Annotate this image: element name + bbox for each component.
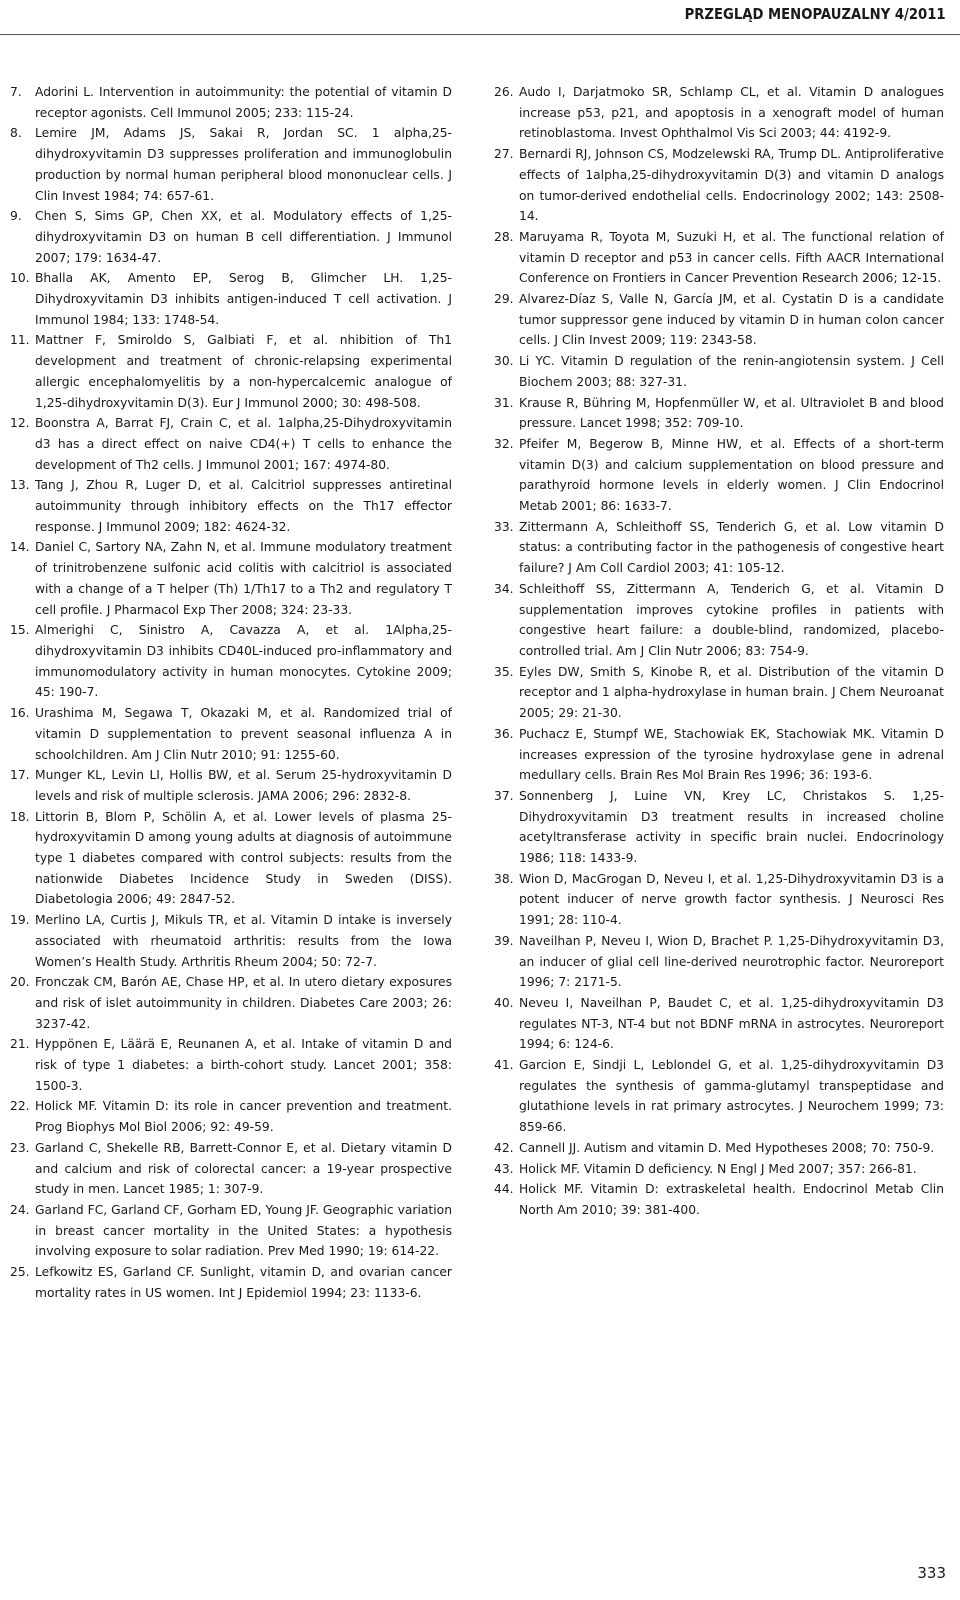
- reference-item: [494, 434, 944, 517]
- journal-title: PRZEGLĄD MENOPAUZALNY 4/2011: [684, 5, 946, 23]
- reference-item: [10, 1138, 452, 1200]
- reference-item: [10, 475, 452, 537]
- reference-number: 27.: [494, 147, 514, 162]
- header-rule: [0, 34, 960, 35]
- reference-text: Garcion E, Sindji L, Leblondel G, et al. 1,25-dihydroxyvitamin D3 regulates the synthesis of gamma-glutamyl transpeptidase and glutathione levels in rat primary astrocytes. J Neurochem 1999; 73: 859-66.: [519, 1058, 944, 1135]
- reference-text: Eyles DW, Smith S, Kinobe R, et al. Distribution of the vitamin D receptor and 1 alpha-hydroxylase in human brain. J Chem Neuroanat 2005; 29: 21-30.: [519, 664, 944, 721]
- reference-text: Garland C, Shekelle RB, Barrett-Connor E, et al. Dietary vitamin D and calcium and risk of colorectal cancer: a 19-year prospective study in men. Lancet 1985; 1: 307-9.: [35, 1140, 452, 1197]
- reference-number: 24.: [10, 1202, 30, 1217]
- reference-number: 33.: [494, 519, 514, 534]
- reference-item: [494, 724, 944, 786]
- reference-item: [10, 703, 452, 765]
- reference-item: [494, 1159, 944, 1180]
- reference-text: Munger KL, Levin LI, Hollis BW, et al. Serum 25-hydroxyvitamin D levels and risk of multiple sclerosis. JAMA 2006; 296: 2832-8.: [35, 768, 452, 803]
- references-column-left: [10, 82, 452, 1303]
- page-header: [0, 0, 960, 40]
- reference-item: [10, 1262, 452, 1303]
- reference-number: 35.: [494, 664, 514, 679]
- reference-text: Holick MF. Vitamin D: extraskeletal health. Endocrinol Metab Clin North Am 2010; 39: 381-400.: [519, 1182, 944, 1217]
- reference-number: 17.: [10, 768, 30, 783]
- reference-number: 11.: [10, 333, 30, 348]
- reference-number: 15.: [10, 623, 30, 638]
- reference-text: Bhalla AK, Amento EP, Serog B, Glimcher LH. 1,25-Dihydroxyvitamin D3 inhibits antigen-induced T cell activation. J Immunol 1984; 133: 1748-54.: [35, 271, 452, 327]
- reference-number: 22.: [10, 1099, 30, 1114]
- reference-list-left: [10, 82, 452, 1303]
- reference-number: 30.: [494, 354, 514, 369]
- reference-text: Chen S, Sims GP, Chen XX, et al. Modulatory effects of 1,25-dihydroxyvitamin D3 on human B cell differentiation. J Immunol 2007; 179: 1634-47.: [35, 209, 452, 265]
- page-number: 333: [917, 1564, 946, 1582]
- reference-number: 32.: [494, 436, 514, 451]
- reference-item: [494, 662, 944, 724]
- reference-text: Krause R, Bühring M, Hopfenmüller W, et al. Ultraviolet B and blood pressure. Lancet 1998; 352: 709-10.: [519, 395, 944, 431]
- reference-text: Cannell JJ. Autism and vitamin D. Med Hypotheses 2008; 70: 750-9.: [519, 1140, 935, 1155]
- reference-list-right: [494, 82, 944, 1221]
- reference-number: 28.: [494, 229, 514, 244]
- reference-number: 16.: [10, 706, 30, 721]
- reference-text: Puchacz E, Stumpf WE, Stachowiak EK, Stachowiak MK. Vitamin D increases expression of the tyrosine hydroxylase gene in adrenal medullary cells. Brain Res Mol Brain Res 1996; 36: 193-6.: [519, 726, 944, 783]
- reference-item: [10, 620, 452, 703]
- reference-number: 44.: [494, 1182, 514, 1197]
- reference-text: Schleithoff SS, Zittermann A, Tenderich G, et al. Vitamin D supplementation improves cytokine profiles in patients with congestive heart failure: a double-blind, randomized, placebo-controlled trial. Am J Clin Nutr 2006; 83: 754-9.: [519, 581, 944, 658]
- reference-text: Naveilhan P, Neveu I, Wion D, Brachet P. 1,25-Dihydroxyvitamin D3, an inducer of glial cell line-derived neurotrophic factor. Neuroreport 1996; 7: 2171-5.: [519, 933, 944, 990]
- reference-number: 18.: [10, 809, 30, 824]
- reference-text: Audo I, Darjatmoko SR, Schlamp CL, et al. Vitamin D analogues increase p53, p21, and apoptosis in a xenograft model of human retinoblastoma. Invest Ophthalmol Vis Sci 2003; 44: 4192-9.: [519, 85, 944, 141]
- reference-item: [10, 972, 452, 1034]
- reference-number: 19.: [10, 913, 30, 928]
- reference-item: [494, 786, 944, 869]
- reference-item: [10, 206, 452, 268]
- reference-text: Daniel C, Sartory NA, Zahn N, et al. Immune modulatory treatment of trinitrobenzene sulfonic acid colitis with calcitriol is associated with a change of a T helper (Th) 1/Th17 to a Th2 and regulatory T cell profile. J Pharmacol Exp Ther 2008; 324: 23-33.: [35, 540, 452, 617]
- reference-item: [494, 393, 944, 434]
- reference-item: [10, 1034, 452, 1096]
- reference-item: [494, 1179, 944, 1220]
- reference-text: Lefkowitz ES, Garland CF. Sunlight, vitamin D, and ovarian cancer mortality rates in US women. Int J Epidemiol 1994; 23: 1133-6.: [35, 1265, 452, 1300]
- reference-item: [494, 82, 944, 144]
- reference-item: [10, 537, 452, 620]
- reference-item: [494, 289, 944, 351]
- reference-text: Hyppönen E, Läärä E, Reunanen A, et al. Intake of vitamin D and risk of type 1 diabetes: a birth-cohort study. Lancet 2001; 358: 1500-3.: [35, 1037, 452, 1093]
- reference-number: 20.: [10, 975, 30, 990]
- reference-text: Holick MF. Vitamin D deficiency. N Engl J Med 2007; 357: 266-81.: [519, 1161, 917, 1176]
- reference-text: Wion D, MacGrogan D, Neveu I, et al. 1,25-Dihydroxyvitamin D3 is a potent inducer of nerve growth factor synthesis. J Neurosci Res 1991; 28: 110-4.: [519, 871, 944, 928]
- reference-number: 12.: [10, 416, 30, 431]
- references-column-right: [494, 82, 944, 1221]
- reference-item: [494, 351, 944, 392]
- reference-item: [494, 579, 944, 662]
- reference-number: 14.: [10, 540, 30, 555]
- reference-text: Merlino LA, Curtis J, Mikuls TR, et al. Vitamin D intake is inversely associated with rheumatoid arthritis: results from the Iowa Women’s Health Study. Arthritis Rheum 2004; 50: 72-7.: [35, 913, 452, 969]
- reference-item: [10, 268, 452, 330]
- reference-item: [494, 931, 944, 993]
- reference-item: [10, 330, 452, 413]
- reference-number: 36.: [494, 726, 514, 741]
- reference-number: 8.: [10, 126, 22, 141]
- reference-number: 13.: [10, 478, 30, 493]
- reference-item: [10, 1200, 452, 1262]
- reference-text: Bernardi RJ, Johnson CS, Modzelewski RA, Trump DL. Antiproliferative effects of 1alpha,25-dihydroxyvitamin D(3) and vitamin D analogs on tumor-derived endothelial cells. Endocrinology 2002; 143: 2508-14.: [519, 147, 944, 224]
- reference-number: 37.: [494, 788, 514, 803]
- reference-text: Boonstra A, Barrat FJ, Crain C, et al. 1alpha,25-Dihydroxyvitamin d3 has a direct effect on naive CD4(+) T cells to enhance the development of Th2 cells. J Immunol 2001; 167: 4974-80.: [35, 416, 452, 472]
- reference-text: Tang J, Zhou R, Luger D, et al. Calcitriol suppresses antiretinal autoimmunity through inhibitory effects on the Th17 effector response. J Immunol 2009; 182: 4624-32.: [35, 478, 452, 534]
- reference-item: [10, 910, 452, 972]
- reference-number: 38.: [494, 871, 514, 886]
- reference-item: [494, 517, 944, 579]
- reference-text: Urashima M, Segawa T, Okazaki M, et al. Randomized trial of vitamin D supplementation to prevent seasonal influenza A in schoolchildren. Am J Clin Nutr 2010; 91: 1255-60.: [35, 706, 452, 762]
- reference-text: Sonnenberg J, Luine VN, Krey LC, Christakos S. 1,25-Dihydroxyvitamin D3 treatment results in increased choline acetyltransferase activity in specific brain nuclei. Endocrinology 1986; 118: 1433-9.: [519, 788, 944, 866]
- reference-number: 23.: [10, 1140, 30, 1155]
- reference-number: 31.: [494, 395, 514, 410]
- reference-number: 41.: [494, 1058, 514, 1073]
- reference-item: [494, 1138, 944, 1159]
- reference-number: 9.: [10, 209, 22, 224]
- reference-text: Fronczak CM, Barón AE, Chase HP, et al. In utero dietary exposures and risk of islet autoimmunity in children. Diabetes Care 2003; 26: 3237-42.: [35, 975, 452, 1031]
- reference-item: [10, 765, 452, 806]
- reference-number: 26.: [494, 85, 514, 99]
- reference-text: Mattner F, Smiroldo S, Galbiati F, et al. nhibition of Th1 development and treatment of chronic-relapsing experimental allergic encephalomyelitis by a non-hypercalcemic analogue of 1,25-dihydroxyvitamin D(3). Eur J Immunol 2000; 30: 498-508.: [35, 333, 452, 410]
- reference-text: Zittermann A, Schleithoff SS, Tenderich G, et al. Low vitamin D status: a contributing factor in the pathogenesis of congestive heart failure? J Am Coll Cardiol 2003; 41: 105-12.: [519, 519, 944, 576]
- reference-number: 43.: [494, 1161, 514, 1176]
- reference-number: 21.: [10, 1037, 30, 1052]
- reference-number: 25.: [10, 1265, 30, 1280]
- reference-text: Adorini L. Intervention in autoimmunity: the potential of vitamin D receptor agonists. Cell Immunol 2005; 233: 115-24.: [35, 85, 452, 120]
- reference-text: Garland FC, Garland CF, Gorham ED, Young JF. Geographic variation in breast cancer mortality in the United States: a hypothesis involving exposure to solar radiation. Prev Med 1990; 19: 614-22.: [35, 1202, 452, 1259]
- reference-number: 29.: [494, 292, 514, 307]
- reference-item: [10, 807, 452, 911]
- reference-item: [494, 993, 944, 1055]
- reference-item: [10, 1096, 452, 1137]
- reference-item: [494, 227, 944, 289]
- reference-item: [494, 144, 944, 227]
- reference-item: [10, 413, 452, 475]
- reference-text: Lemire JM, Adams JS, Sakai R, Jordan SC. 1 alpha,25-dihydroxyvitamin D3 suppresses proliferation and immunoglobulin production by normal human peripheral blood mononuclear cells. J Clin Invest 1984; 74: 657-61.: [35, 126, 452, 203]
- reference-text: Pfeifer M, Begerow B, Minne HW, et al. Effects of a short-term vitamin D(3) and calcium supplementation on blood pressure and parathyroid hormone levels in elderly women. J Clin Endocrinol Metab 2001; 86: 1633-7.: [519, 436, 944, 514]
- reference-number: 10.: [10, 271, 30, 286]
- reference-number: 34.: [494, 581, 514, 596]
- reference-number: 39.: [494, 933, 514, 948]
- reference-item: [10, 82, 452, 123]
- reference-item: [494, 1055, 944, 1138]
- reference-number: 40.: [494, 995, 514, 1010]
- reference-item: [10, 123, 452, 206]
- reference-text: Maruyama R, Toyota M, Suzuki H, et al. The functional relation of vitamin D receptor and p53 in cancer cells. Fifth AACR International Conference on Frontiers in Cancer Prevention Research 2006; 12-15.: [519, 229, 944, 286]
- reference-number: 7.: [10, 85, 22, 99]
- reference-text: Almerighi C, Sinistro A, Cavazza A, et al. 1Alpha,25-dihydroxyvitamin D3 inhibits CD40L-induced pro-inflammatory and immunomodulatory activity in human monocytes. Cytokine 2009; 45: 190-7.: [35, 623, 452, 700]
- reference-text: Neveu I, Naveilhan P, Baudet C, et al. 1,25-dihydroxyvitamin D3 regulates NT-3, NT-4 but not BDNF mRNA in astrocytes. Neuroreport 1994; 6: 124-6.: [519, 995, 944, 1052]
- reference-number: 42.: [494, 1140, 514, 1155]
- reference-text: Littorin B, Blom P, Schölin A, et al. Lower levels of plasma 25-hydroxyvitamin D among young adults at diagnosis of autoimmune type 1 diabetes compared with control subjects: results from the nationwide Diabetes Incidence Study in Sweden (DISS). Diabetologia 2006; 49: 2847-52.: [35, 809, 452, 907]
- reference-text: Alvarez-Díaz S, Valle N, García JM, et al. Cystatin D is a candidate tumor suppressor gene induced by vitamin D in human colon cancer cells. J Clin Invest 2009; 119: 2343-58.: [519, 292, 944, 348]
- reference-text: Holick MF. Vitamin D: its role in cancer prevention and treatment. Prog Biophys Mol Biol 2006; 92: 49-59.: [35, 1099, 452, 1135]
- reference-item: [494, 869, 944, 931]
- reference-text: Li YC. Vitamin D regulation of the renin-angiotensin system. J Cell Biochem 2003; 88: 327-31.: [519, 354, 944, 389]
